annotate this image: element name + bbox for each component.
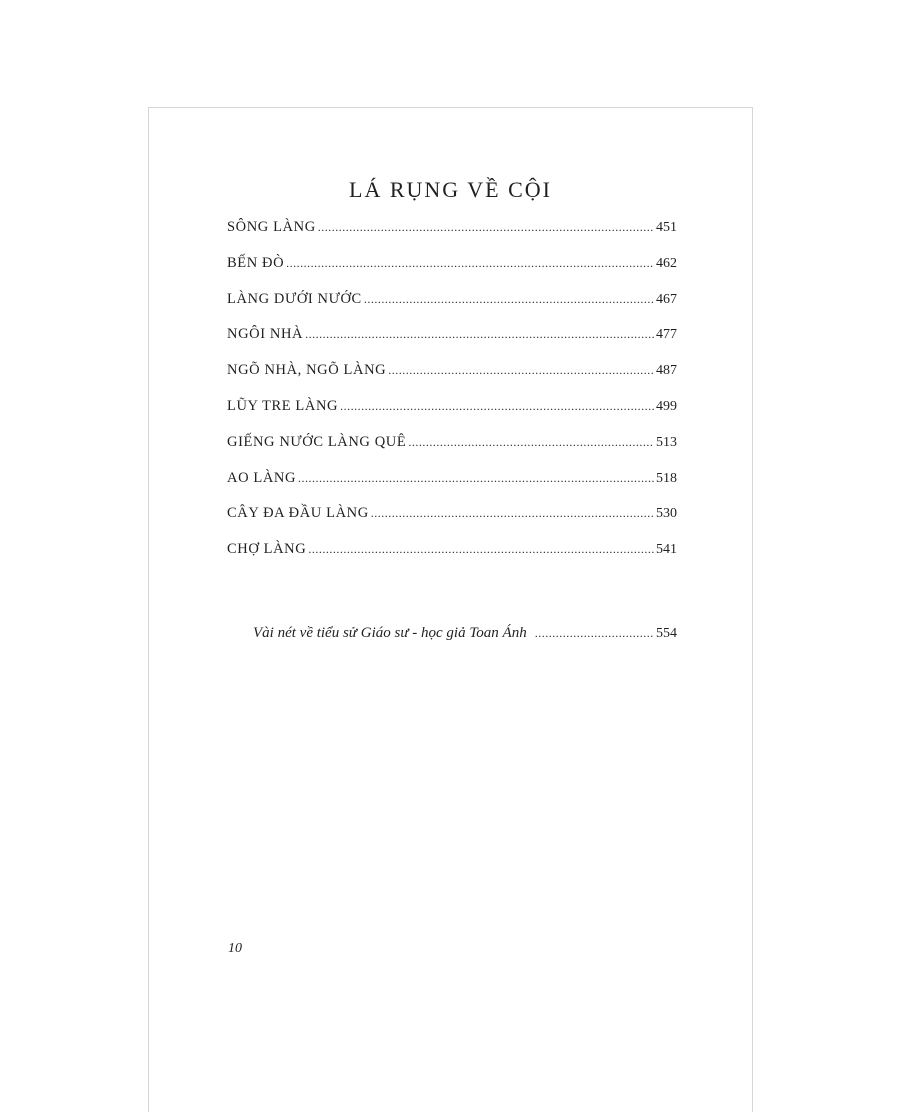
toc-entry-label: NGÔI NHÀ <box>227 326 304 343</box>
toc-entry-ngoi-nha <box>227 322 677 358</box>
toc-entry-page: 499 <box>656 398 677 414</box>
toc-entry-page: 477 <box>656 327 677 343</box>
dot-leader <box>408 430 654 454</box>
dot-leader <box>298 466 654 490</box>
toc-entry-lang-duoi-nuoc <box>227 287 677 323</box>
dot-leader <box>340 394 654 418</box>
dot-leader <box>308 537 654 561</box>
dot-leader <box>286 251 654 275</box>
toc-entry-label: LÀNG DƯỚI NƯỚC <box>227 290 362 307</box>
dot-leader <box>371 501 654 525</box>
toc-entry-cay-da-dau-lang <box>227 501 677 537</box>
toc-entry-biography-row <box>253 621 677 657</box>
toc-entry-label: GIẾNG NƯỚC LÀNG QUÊ <box>227 433 407 450</box>
toc-entry-biography <box>253 621 677 657</box>
dot-leader <box>535 621 654 645</box>
toc-entry-page: 451 <box>656 220 677 235</box>
table-of-contents <box>227 215 677 573</box>
toc-entry-page: 462 <box>656 255 677 271</box>
toc-entry-cho-lang <box>227 537 677 573</box>
page-number: 10 <box>228 941 242 956</box>
dot-leader <box>364 287 654 311</box>
toc-entry-page: 541 <box>656 542 677 558</box>
toc-entry-ao-lang <box>227 466 677 502</box>
toc-entry-page: 530 <box>656 506 677 522</box>
toc-entry-page: 554 <box>656 626 677 641</box>
toc-entry-label: Vài nét về tiểu sử Giáo sư - học giả Toan Ánh <box>253 625 527 641</box>
toc-entry-label: CHỢ LÀNG <box>227 541 307 558</box>
toc-entry-page: 518 <box>656 470 677 486</box>
dot-leader <box>318 215 654 239</box>
toc-entry-ben-do <box>227 251 677 287</box>
book-page <box>148 107 753 1112</box>
toc-entry-luy-tre-lang <box>227 394 677 430</box>
dot-leader <box>388 358 654 382</box>
toc-entry-song-lang <box>227 215 677 251</box>
toc-entry-label: AO LÀNG <box>227 469 297 486</box>
section-title: LÁ RỤNG VỀ CỘI <box>349 177 552 202</box>
toc-entry-label: BẾN ĐÒ <box>227 254 285 271</box>
toc-entry-page: 487 <box>656 363 677 379</box>
toc-entry-label: SÔNG LÀNG <box>227 219 316 235</box>
dot-leader <box>305 322 654 346</box>
toc-entry-label: NGÕ NHÀ, NGÕ LÀNG <box>227 362 387 379</box>
toc-entry-page: 467 <box>656 291 677 307</box>
toc-entry-gieng-nuoc-lang-que <box>227 430 677 466</box>
toc-entry-page: 513 <box>656 434 677 450</box>
toc-entry-label: LŨY TRE LÀNG <box>227 397 339 414</box>
toc-entry-ngo-nha-ngo-lang <box>227 358 677 394</box>
toc-entry-label: CÂY ĐA ĐẦU LÀNG <box>227 505 369 522</box>
